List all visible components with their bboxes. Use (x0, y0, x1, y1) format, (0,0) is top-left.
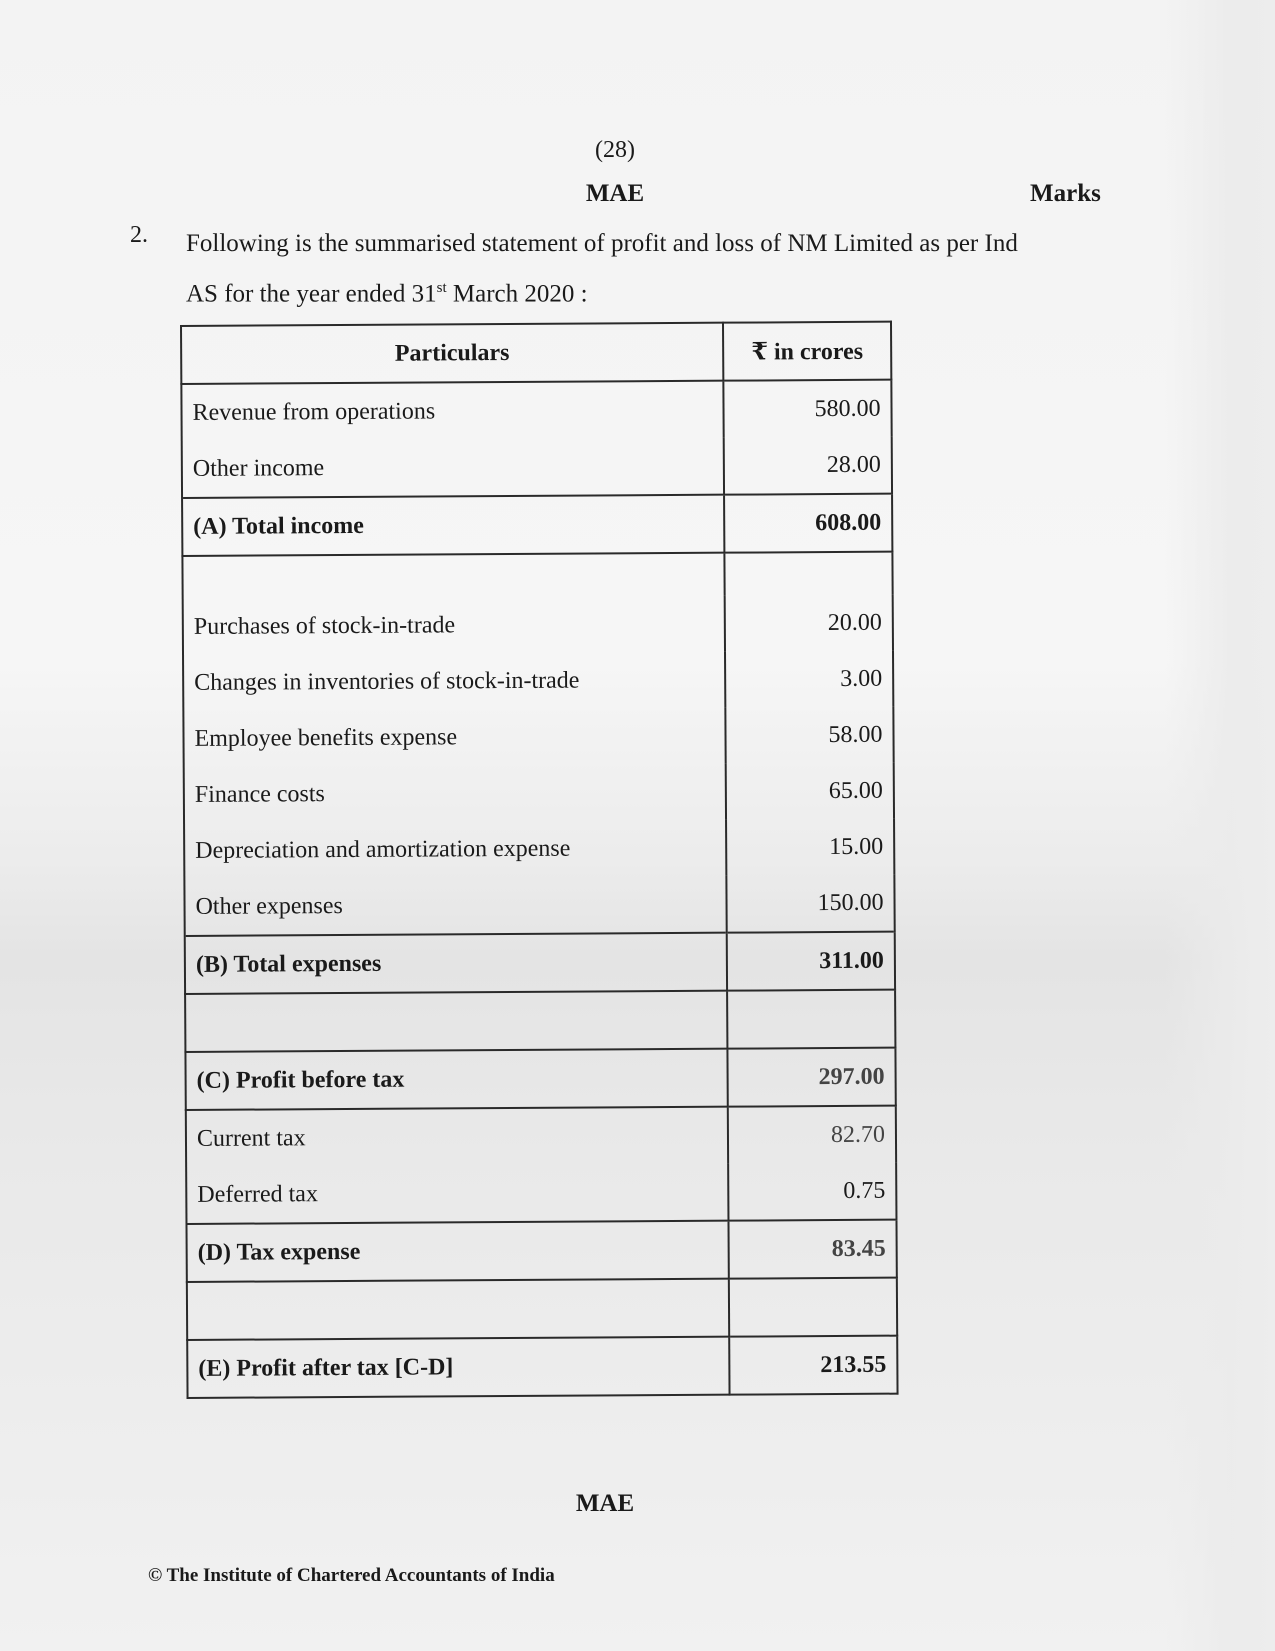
row-value: 608.00 (724, 494, 892, 553)
row-label: Employee benefits expense (183, 708, 725, 767)
table-row (182, 437, 892, 498)
spacer-row (182, 552, 892, 599)
total-row (182, 494, 892, 556)
table-row (184, 819, 894, 879)
table-row (183, 651, 893, 711)
header-amount: ₹ in crores (723, 322, 891, 381)
row-value: 213.55 (729, 1336, 897, 1395)
table-row (184, 763, 894, 823)
header-particulars: Particulars (181, 323, 723, 384)
row-value: 82.70 (728, 1106, 896, 1164)
blank-row (185, 990, 895, 1052)
total-row (185, 1048, 895, 1110)
table-row (184, 875, 894, 936)
row-label: (D) Tax expense (186, 1221, 728, 1282)
row-label: Purchases of stock-in-trade (183, 596, 725, 655)
row-label: (C) Profit before tax (185, 1049, 727, 1110)
row-label: Deferred tax (186, 1164, 728, 1224)
page-number: (28) (595, 137, 635, 163)
row-value: 83.45 (728, 1220, 896, 1279)
table-row (181, 380, 891, 441)
question-text-part1: Following is the summarised statement of profit and loss of NM Limited as per Ind AS for the year ended 31 (186, 230, 1018, 308)
question-text-superscript: st (436, 280, 447, 296)
row-label: Depreciation and amortization expense (184, 820, 726, 879)
row-value: 20.00 (725, 595, 893, 652)
row-label: (A) Total income (182, 495, 724, 556)
row-value: 65.00 (726, 763, 894, 820)
table-row (186, 1163, 896, 1224)
table-row (183, 595, 893, 655)
row-value: 580.00 (723, 380, 891, 438)
row-label: Finance costs (184, 764, 726, 823)
row-label: Other expenses (184, 876, 726, 936)
row-label: Changes in inventories of stock-in-trade (183, 652, 725, 711)
total-row (187, 1336, 897, 1398)
row-label: Other income (182, 438, 724, 498)
row-value: 3.00 (725, 651, 893, 708)
row-value: 0.75 (728, 1163, 896, 1221)
row-label: Revenue from operations (181, 381, 723, 441)
table-row (186, 1106, 896, 1167)
blank-row (187, 1278, 897, 1340)
total-row (185, 932, 895, 994)
row-value: 15.00 (726, 819, 894, 876)
footer-mae: MAE (575, 1490, 635, 1517)
profit-loss-table (180, 321, 899, 1399)
row-label: (B) Total expenses (185, 933, 727, 994)
question-text-part2: March 2020 : (446, 280, 588, 308)
row-value: 58.00 (725, 707, 893, 764)
table-row (183, 707, 893, 767)
row-label: Current tax (186, 1107, 728, 1167)
row-value: 311.00 (727, 932, 895, 991)
total-row (186, 1220, 896, 1282)
row-value: 150.00 (726, 875, 894, 933)
row-label: (E) Profit after tax [C-D] (187, 1337, 729, 1398)
row-value: 28.00 (724, 437, 892, 495)
question-number: 2. (130, 222, 148, 248)
header-marks: Marks (1030, 180, 1101, 207)
row-value: 297.00 (727, 1048, 895, 1107)
table-header-row (181, 322, 891, 384)
header-mae: MAE (585, 180, 645, 207)
page-edge-shadow (1165, 0, 1275, 1651)
copyright-notice: © The Institute of Chartered Accountants of India (148, 1565, 555, 1586)
question-text (186, 222, 1046, 316)
